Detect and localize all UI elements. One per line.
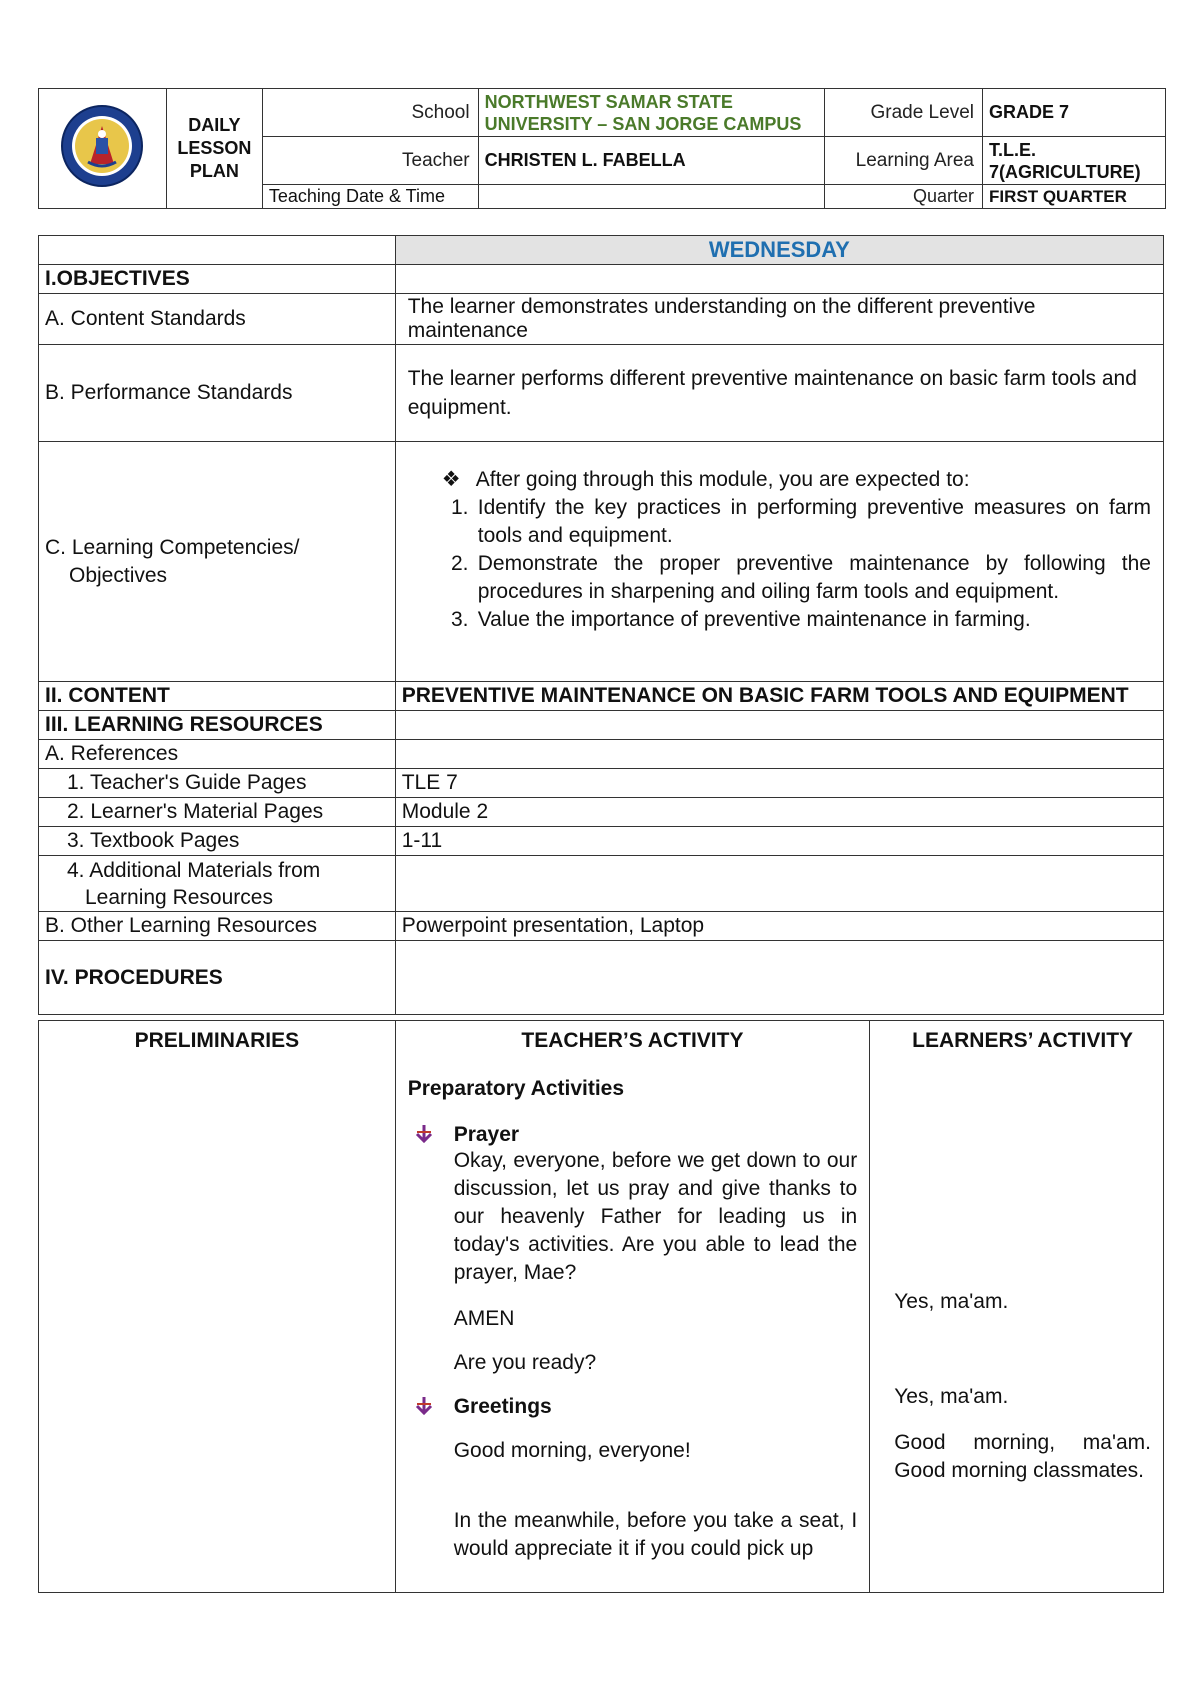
list-item (442, 494, 1151, 550)
learner-greet-line2: Good morning classmates. (894, 1459, 1144, 1482)
learners-activity-column (870, 1021, 1164, 1593)
header-table (38, 88, 1166, 209)
quarter-label: Quarter (825, 185, 983, 209)
learners-activity-heading: LEARNERS’ ACTIVITY (912, 1029, 1134, 1052)
prayer-text: Okay, everyone, before we get down to our discussion, let us pray and give thanks to our heavenly Father for leading us in today's activities. Are you able to lead the prayer, Mae? (453, 1149, 858, 1284)
list-number: 1. (450, 496, 469, 519)
content-heading: II. CONTENT (39, 682, 396, 711)
date-value (478, 185, 825, 209)
additional-materials-line2: Learning Resources (85, 885, 273, 909)
procedures-table (38, 1020, 1164, 1593)
teacher-label: Teacher (262, 137, 478, 185)
school-value-line1: NORTHWEST SAMAR STATE (484, 91, 733, 112)
other-resources-label: B. Other Learning Resources (39, 912, 396, 941)
objectives-table (38, 235, 1164, 1015)
list-item (442, 550, 1151, 606)
competencies-label-line2: Objectives (69, 563, 168, 587)
school-label: School (262, 89, 478, 137)
empty-cell (39, 236, 396, 265)
performance-standards-label: B. Performance Standards (39, 345, 396, 442)
learners-material-label: 2. Learner's Material Pages (39, 798, 396, 827)
list-text: Identify the key practices in performing preventive measures on farm tools and equipment. (477, 496, 1151, 547)
list-text: Value the importance of preventive maintenance in farming. (477, 608, 1031, 631)
plan-title (166, 89, 262, 209)
additional-materials-line1: 4. Additional Materials from (67, 858, 321, 882)
list-item (442, 606, 1151, 634)
procedures-heading: IV. PROCEDURES (39, 941, 396, 1015)
area-value-line1: T.L.E. (988, 139, 1036, 160)
other-resources-value: Powerpoint presentation, Laptop (395, 912, 1163, 941)
plan-title-line2: LESSON (177, 138, 252, 158)
area-value (982, 137, 1165, 185)
textbook-value: 1-11 (395, 827, 1163, 856)
preparatory-heading: Preparatory Activities (407, 1077, 625, 1100)
greet-text: Good morning, everyone! (453, 1439, 691, 1462)
objectives-heading: I.OBJECTIVES (39, 265, 396, 294)
additional-materials-label (39, 856, 396, 912)
content-value: PREVENTIVE MAINTENANCE ON BASIC FARM TOOLS AND EQUIPMENT (395, 682, 1163, 711)
list-text: Demonstrate the proper preventive maintenance by following the procedures in sharpening and oiling farm tools and equipment. (477, 552, 1151, 603)
prayer-title: Prayer (453, 1123, 520, 1146)
competencies-list (442, 494, 1151, 634)
prayer-block (408, 1123, 858, 1375)
day-heading: WEDNESDAY (395, 236, 1163, 265)
resources-heading: III. LEARNING RESOURCES (39, 711, 396, 740)
content-standards-label: A. Content Standards (39, 294, 396, 345)
preliminaries-heading: PRELIMINARIES (134, 1029, 300, 1052)
quarter-value: FIRST QUARTER (982, 185, 1165, 209)
empty-cell (395, 265, 1163, 294)
learner-response-1: Yes, ma'am. (894, 1290, 1009, 1313)
date-label: Teaching Date & Time (262, 185, 478, 209)
amen-text: AMEN (453, 1307, 515, 1330)
textbook-label: 3. Textbook Pages (39, 827, 396, 856)
teacher-value: CHRISTEN L. FABELLA (478, 137, 825, 185)
competencies-label (39, 442, 396, 682)
competencies-value (395, 442, 1163, 682)
content-standards-value: The learner demonstrates understanding on the different preventive maintenance (395, 294, 1163, 345)
empty-cell (395, 941, 1163, 1015)
teachers-guide-label: 1. Teacher's Guide Pages (39, 769, 396, 798)
grade-label: Grade Level (825, 89, 983, 137)
performance-standards-value: The learner performs different preventive maintenance on basic farm tools and equipment. (395, 345, 1163, 442)
arrow-bullet-icon (408, 1123, 454, 1149)
empty-cell (395, 740, 1163, 769)
arrow-bullet-icon (408, 1395, 454, 1421)
school-value (478, 89, 825, 137)
greetings-title: Greetings (453, 1395, 552, 1418)
area-label: Learning Area (825, 137, 983, 185)
learner-greet-line1: Good morning, ma'am. (894, 1431, 1151, 1454)
references-label: A. References (39, 740, 396, 769)
greetings-block (408, 1395, 858, 1563)
list-number: 2. (450, 552, 469, 575)
meanwhile-text: In the meanwhile, before you take a seat, I would appreciate it if you could pick up (453, 1509, 858, 1560)
list-number: 3. (450, 608, 469, 631)
teacher-activity-heading: TEACHER’S ACTIVITY (521, 1029, 744, 1052)
area-value-line2: 7(AGRICULTURE) (988, 161, 1141, 182)
teacher-activity-column (395, 1021, 870, 1593)
deped-seal (39, 89, 167, 209)
grade-value: GRADE 7 (982, 89, 1165, 137)
competencies-label-line1: C. Learning Competencies/ (45, 535, 300, 559)
competencies-intro-text: After going through this module, you are expected to: (475, 468, 970, 491)
teachers-guide-value: TLE 7 (395, 769, 1163, 798)
competencies-intro (442, 466, 1151, 494)
preliminaries-column (39, 1021, 396, 1593)
school-value-line2: UNIVERSITY – SAN JORGE CAMPUS (484, 113, 802, 134)
ready-text: Are you ready? (453, 1351, 597, 1374)
empty-cell (395, 711, 1163, 740)
empty-cell (395, 856, 1163, 912)
learner-response-3 (894, 1429, 1151, 1485)
learners-material-value: Module 2 (395, 798, 1163, 827)
diamond-bullet-icon: ❖ (441, 468, 461, 491)
plan-title-line1: DAILY (188, 115, 241, 135)
plan-title-line3: PLAN (189, 161, 239, 181)
learner-response-2: Yes, ma'am. (894, 1385, 1009, 1408)
deped-seal-icon (60, 104, 144, 188)
